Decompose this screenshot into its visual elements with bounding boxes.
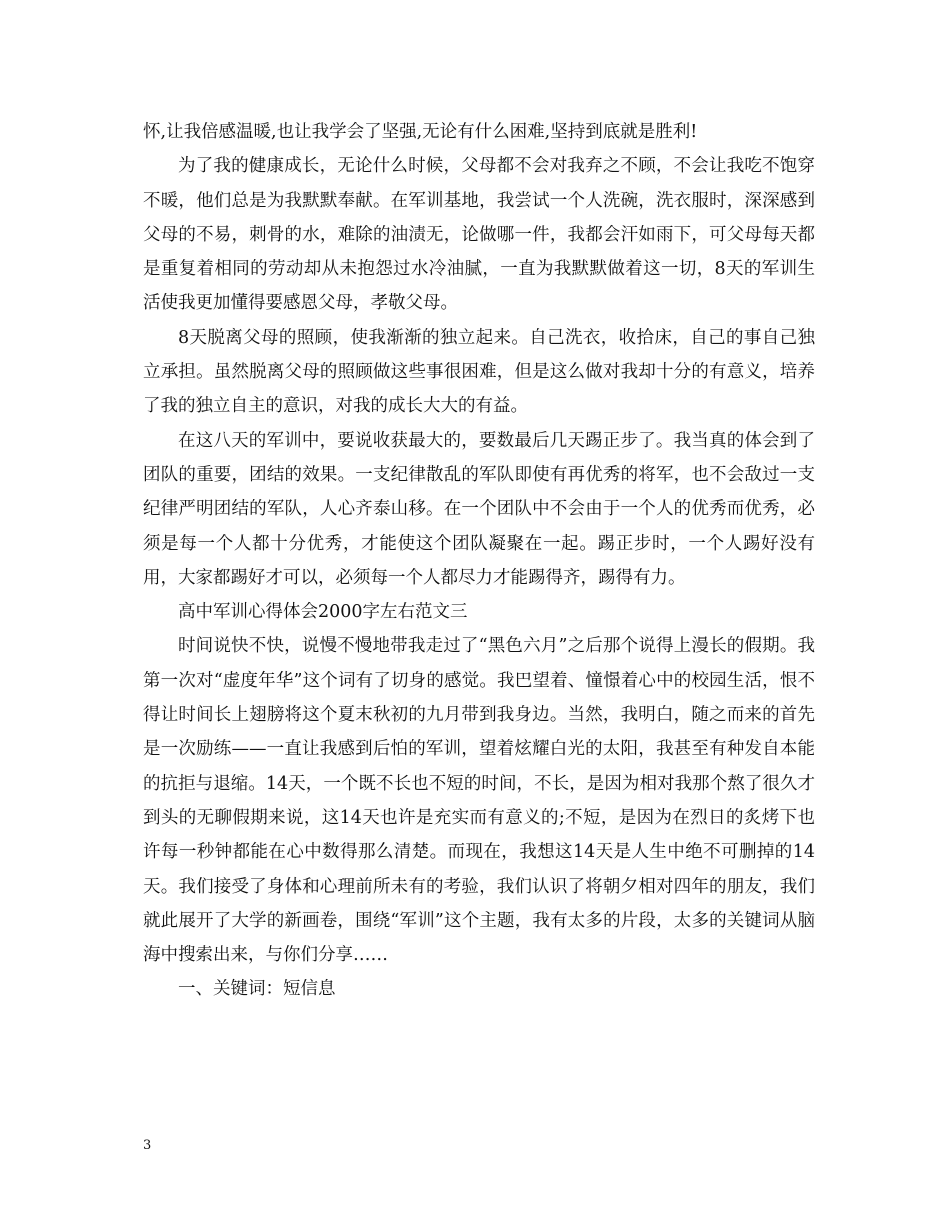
- body-text: [143, 115, 815, 1007]
- paragraph-2: 为了我的健康成长，无论什么时候，父母都不会对我弃之不顾，不会让我吃不饱穿不暖，他们总是为我默默奉献。在军训基地，我尝试一个人洗碗，洗衣服时，深深感到父母的不易，刺骨的水，难除的油渍无，论做哪一件，我都会汗如雨下，可父母每天都是重复着相同的劳动却从未抱怨过水冷油腻，一直为我默默做着这一切，8天的军训生活使我更加懂得要感恩父母，孝敬父母。: [143, 156, 815, 314]
- page-number: 3: [143, 1138, 152, 1153]
- paragraph-5: 时间说快不快，说慢不慢地带我走过了“黑色六月”之后那个说得上漫长的假期。我第一次对“虚度年华”这个词有了切身的感觉。我巴望着、憧憬着心中的校园生活，恨不得让时间长上翅膀将这个夏末秋初的九月带到我身边。当然，我明白，随之而来的首先是一次励练——一直让我感到后怕的军训，望着炫耀白光的太阳，我甚至有种发自本能的抗拒与退缩。14天，一个既不长也不短的时间，不长，是因为相对我那个熬了很久才到头的无聊假期来说，这14天也许是充实而有意义的;不短，是因为在烈日的炙烤下也许每一秒钟都能在心中数得那么清楚。而现在，我想这14天是人生中绝不可删掉的14天。我们接受了身体和心理前所未有的考验，我们认识了将朝夕相对四年的朋友，我们就此展开了大学的新画卷，围绕“军训”这个主题，我有太多的片段，太多的关键词从脑海中搜索出来，与你们分享……: [143, 636, 815, 966]
- paragraph-4: 在这八天的军训中，要说收获最大的，要数最后几天踢正步了。我当真的体会到了团队的重要，团结的效果。一支纪律散乱的军队即使有再优秀的将军，也不会敌过一支纪律严明团结的军队，人心齐泰山移。在一个团队中不会由于一个人的优秀而优秀，必须是每一个人都十分优秀，才能使这个团队凝聚在一起。踢正步时，一个人踢好没有用，大家都踢好才可以，必须每一个人都尽力才能踢得齐，踢得有力。: [143, 430, 815, 588]
- subsection-heading: 一、关键词：短信息: [178, 979, 336, 1000]
- paragraph-1: 怀,让我倍感温暖,也让我学会了坚强,无论有什么困难,坚持到底就是胜利!: [143, 122, 698, 142]
- paragraph-3: 8天脱离父母的照顾，使我渐渐的独立起来。自己洗衣，收拾床，自己的事自己独立承担。虽然脱离父母的照顾做这些事很困难，但是这么做对我却十分的有意义，培养了我的独立自主的意识，对我的成长大大的有益。: [143, 327, 815, 417]
- section-heading: 高中军训心得体会2000字左右范文三: [178, 602, 468, 623]
